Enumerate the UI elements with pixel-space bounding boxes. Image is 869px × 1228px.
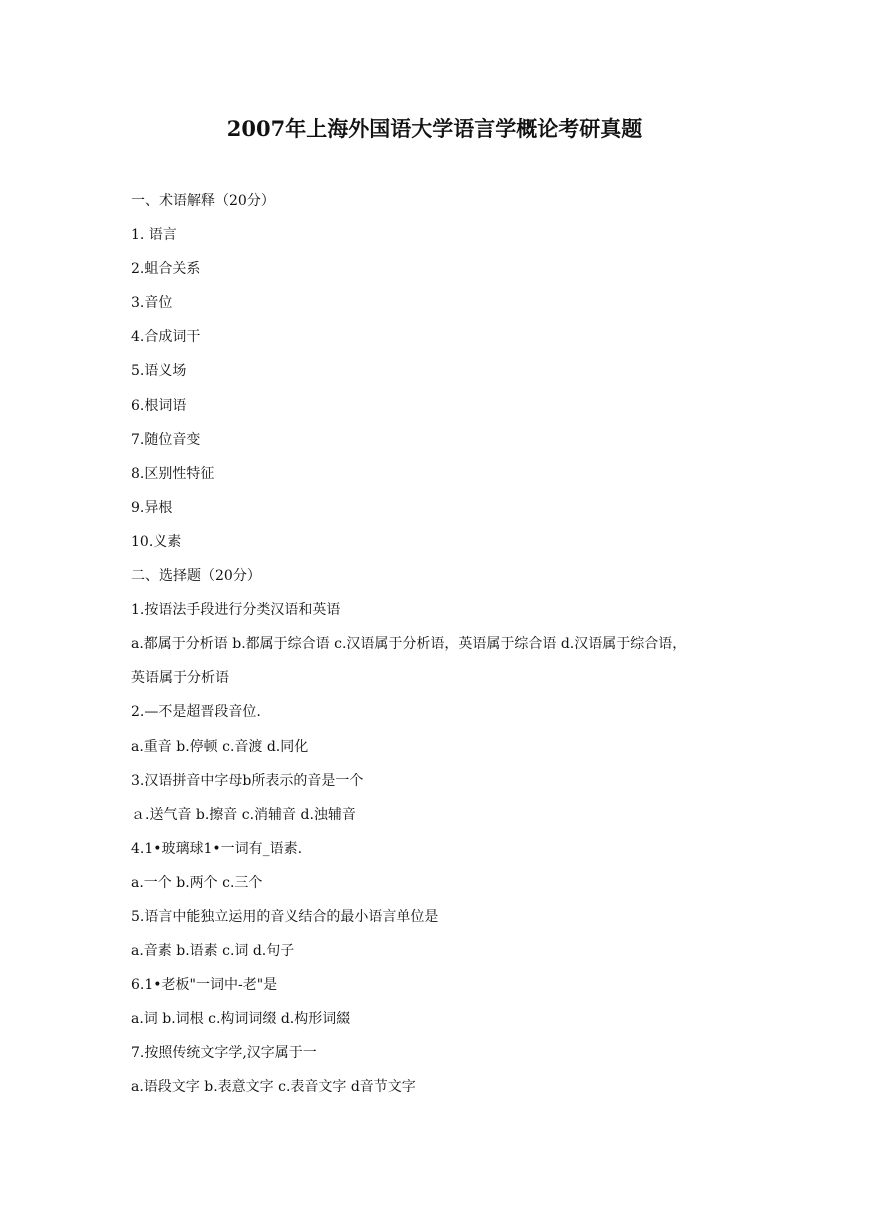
question-text: 5.语言中能独立运用的音义结合的最小语言单位是: [131, 908, 439, 925]
document-title: 2007年上海外国语大学语言学概论考研真题: [226, 116, 643, 141]
question-text: 1.按语法手段进行分类汉语和英语: [131, 602, 341, 619]
question-options: a.音素 b.语素 c.词 d.句子: [131, 943, 295, 960]
question-options: 英语属于分析语: [131, 670, 229, 687]
question-options: ａ.送气音 b.擦音 c.消辅音 d.浊辅音: [131, 806, 356, 823]
question-text: 6.1•老板"一词中-老"是: [131, 977, 278, 994]
section-heading-terms: 一、术语解释（20分）: [131, 193, 275, 209]
term-item: 10.义素: [131, 533, 182, 550]
question-text: 4.1•玻璃球1•一词有_语素.: [131, 840, 303, 857]
question-text: 3.汉语拼音中字母b所表示的音是一个: [131, 772, 364, 789]
question-options: a.一个 b.两个 c.三个: [131, 874, 263, 891]
term-item: 4.合成词干: [131, 329, 201, 346]
term-item: 2.蛆合关系: [131, 261, 201, 278]
document-body: [131, 189, 771, 1110]
section-heading-choice: 二、选择题（20分）: [131, 568, 261, 585]
term-item: 1. 语言: [131, 227, 177, 244]
question-text: 7.按照传统文字学,汉字属于一: [131, 1045, 317, 1062]
term-item: 5.语义场: [131, 363, 187, 380]
term-item: 9.异根: [131, 499, 173, 516]
term-item: 3.音位: [131, 295, 173, 312]
term-item: 7.随位音变: [131, 431, 201, 448]
question-options: a.语段文字 b.表意文字 c.表音文字 d音节文字: [131, 1079, 416, 1096]
question-options: a.重音 b.停顿 c.音渡 d.同化: [131, 738, 309, 755]
question-options: a.词 b.词根 c.构词词缀 d.构形词綴: [131, 1011, 351, 1028]
term-item: 8.区别性特征: [131, 465, 215, 482]
question-options: a.都属于分析语 b.都属于综合语 c.汉语属于分析语，英语属于综合语 d.汉语属于综合语，: [131, 636, 687, 653]
term-item: 6.根词语: [131, 397, 187, 414]
question-text: 2.—不是超晋段音位.: [131, 704, 261, 721]
